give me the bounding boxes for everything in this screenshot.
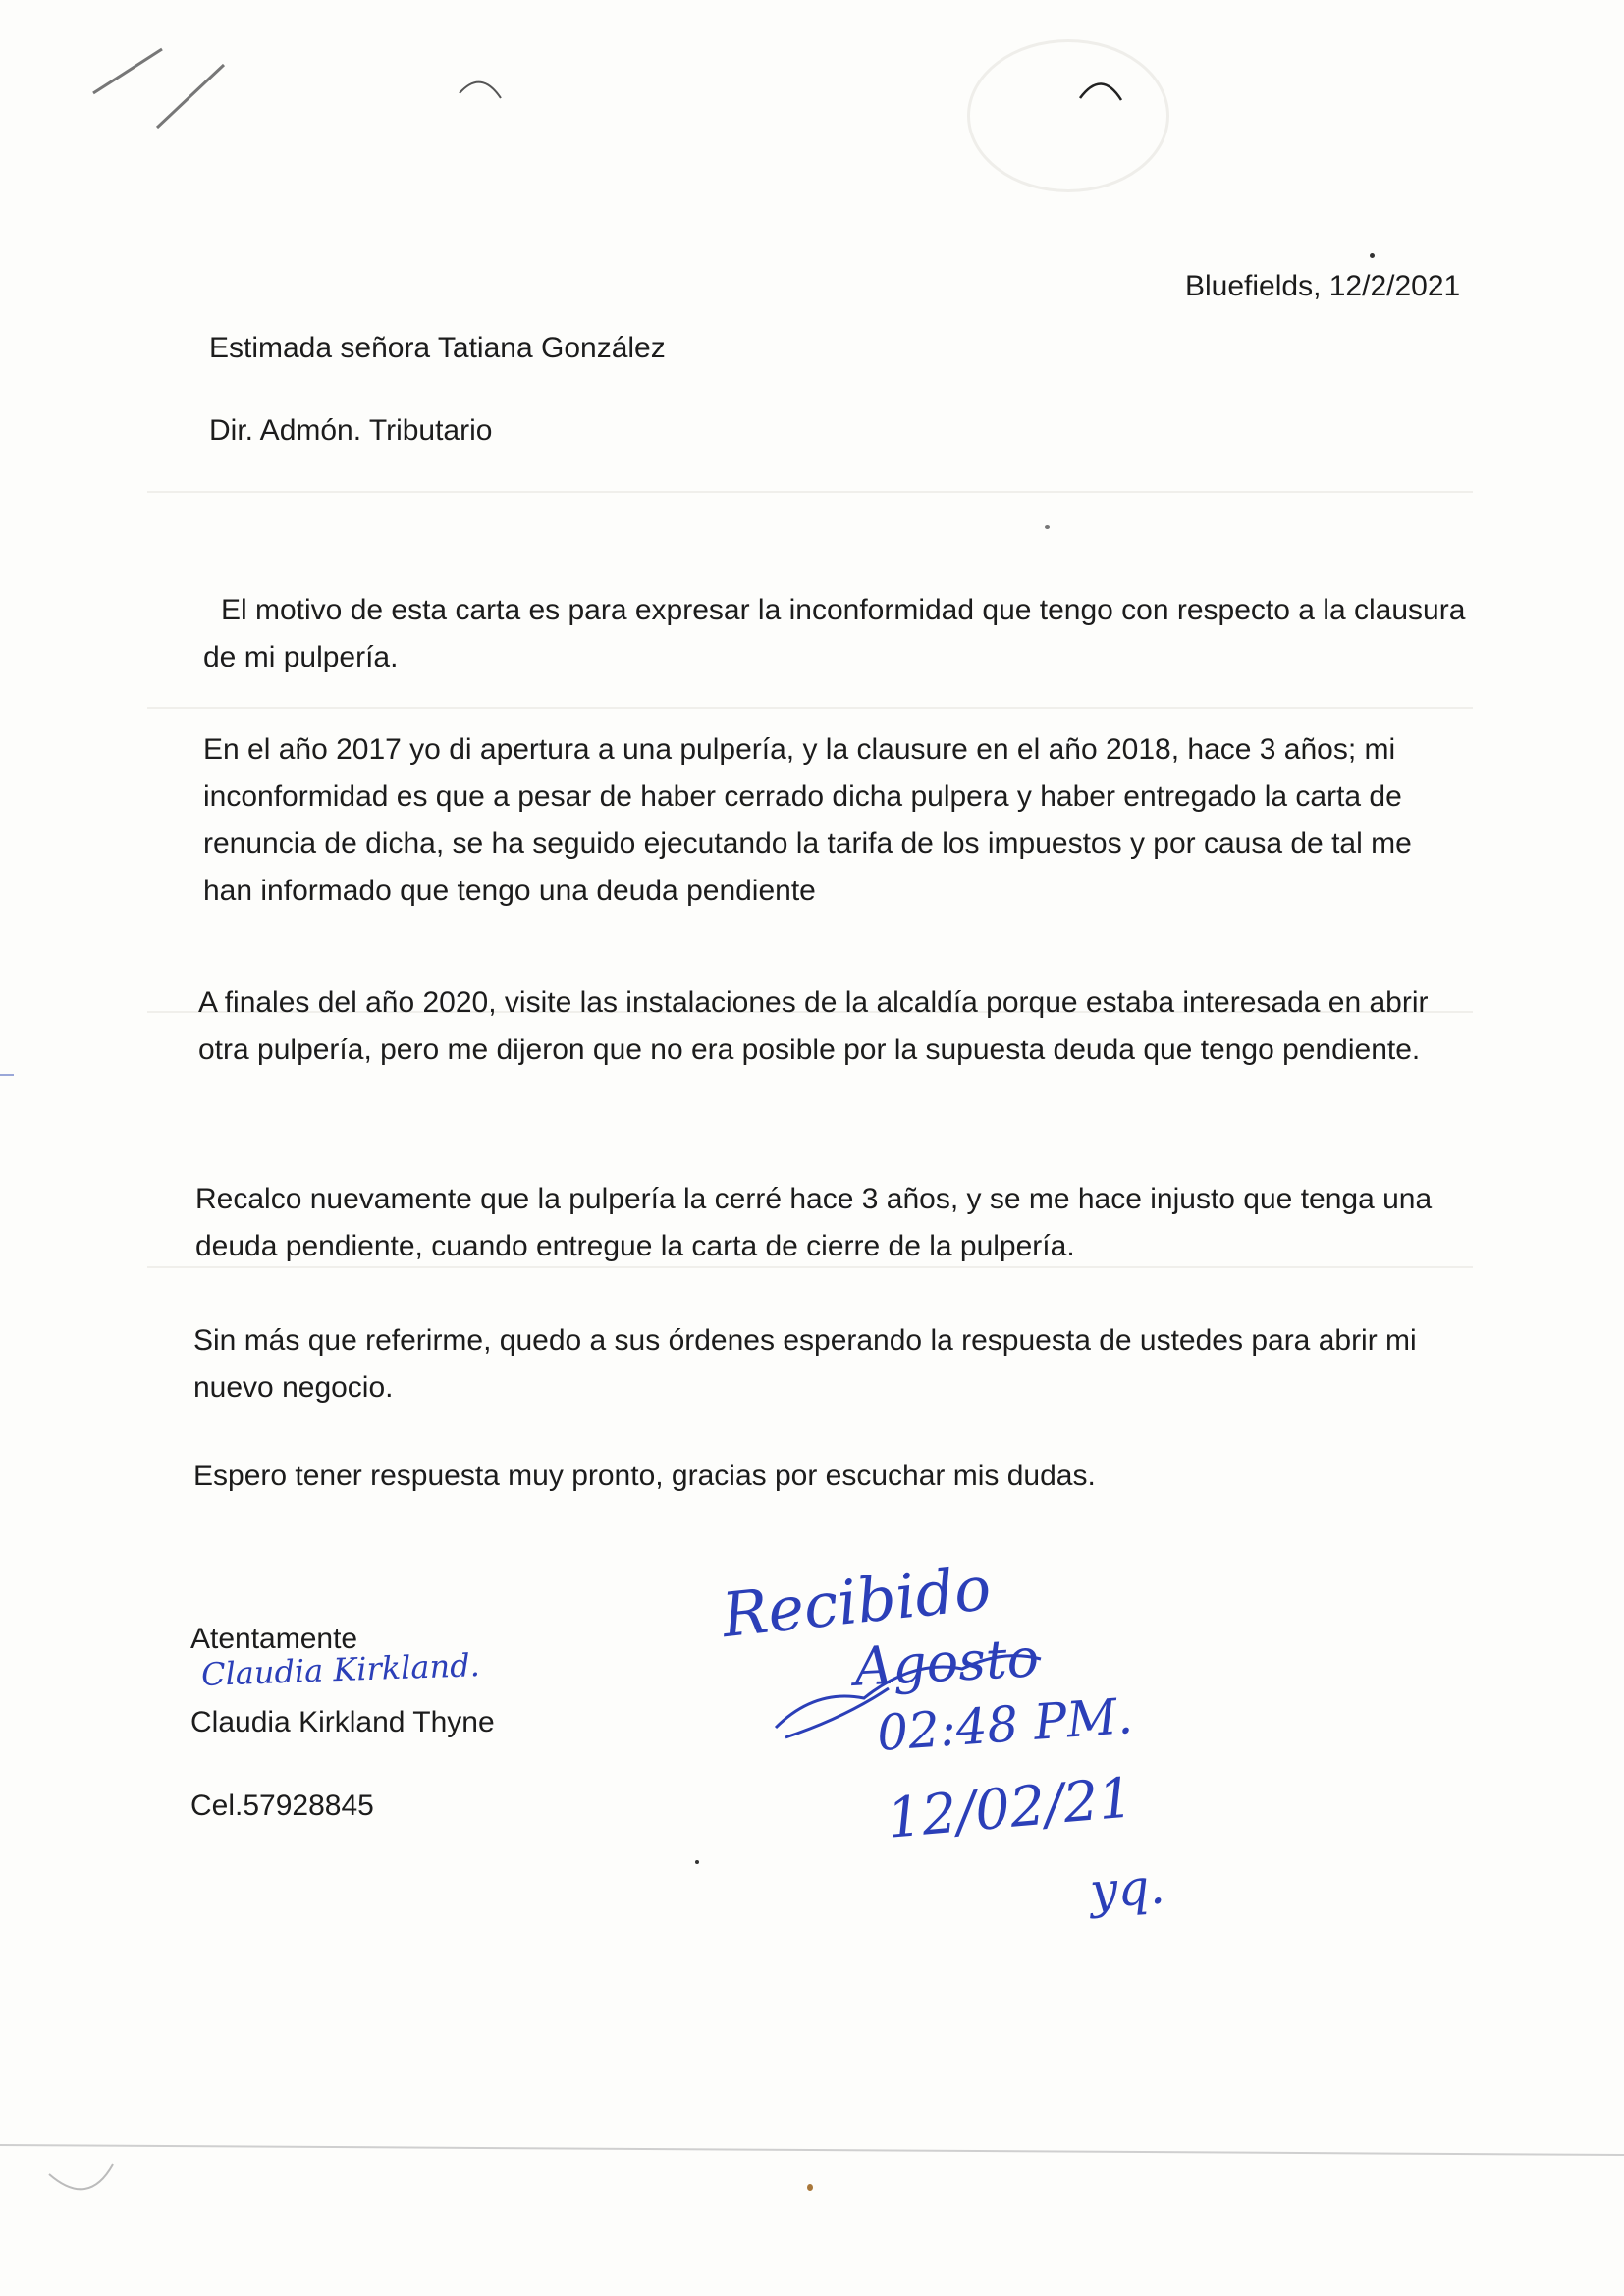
recipient-title: Dir. Admón. Tributario	[209, 414, 493, 447]
body-paragraph-2: En el año 2017 yo di apertura a una pulpería, y la clausure en el año 2018, hace 3 años; mi inconformidad es que a pesar de haber cerrado dicha pulpera y haber entregado la carta de renuncia de dicha, se ha seguido ejecutando la tarifa de los impuestos y por causa de tal me han informado que tengo una deuda pendiente	[203, 733, 1412, 907]
receipt-time: 02:48 PM.	[875, 1686, 1135, 1763]
phone-number: Cel.57928845	[190, 1789, 374, 1822]
handwritten-signature: Claudia Kirkland.	[200, 1646, 481, 1693]
place-date: Bluefields, 12/2/2021	[1185, 270, 1461, 302]
ink-speck	[695, 1860, 699, 1864]
receipt-initials: yq.	[1088, 1857, 1167, 1920]
receipt-date: 12/02/21	[884, 1766, 1136, 1851]
ink-speck	[807, 2184, 813, 2191]
body-paragraph-6: Espero tener respuesta muy pronto, gracias por escuchar mis dudas.	[193, 1460, 1096, 1492]
body-paragraph-4: Recalco nuevamente que la pulpería la cerré hace 3 años, y se me hace injusto que tenga una deuda pendiente, cuando entregue la carta de cierre de la pulpería.	[195, 1183, 1433, 1262]
ink-speck	[1370, 253, 1375, 258]
body-paragraph-3: A finales del año 2020, visite las instalaciones de la alcaldía porque estaba interesada en abrir otra pulpería, pero me dijeron que no era posible por la supuesta deuda que tengo pendiente.	[198, 987, 1429, 1066]
ink-speck	[1045, 525, 1050, 529]
salutation: Estimada señora Tatiana González	[209, 332, 666, 364]
body-paragraph-1: El motivo de esta carta es para expresar la inconformidad que tengo con respecto a la clausura de mi pulpería.	[203, 594, 1466, 673]
closing: Atentamente	[190, 1623, 358, 1655]
body-paragraph-5: Sin más que referirme, quedo a sus órdenes esperando la respuesta de ustedes para abrir mi nuevo negocio.	[193, 1324, 1417, 1404]
receipt-received-note: Recibido	[718, 1551, 995, 1652]
signer-name: Claudia Kirkland Thyne	[190, 1706, 495, 1738]
receipt-initial-scrawl: Agosto	[852, 1627, 1041, 1698]
